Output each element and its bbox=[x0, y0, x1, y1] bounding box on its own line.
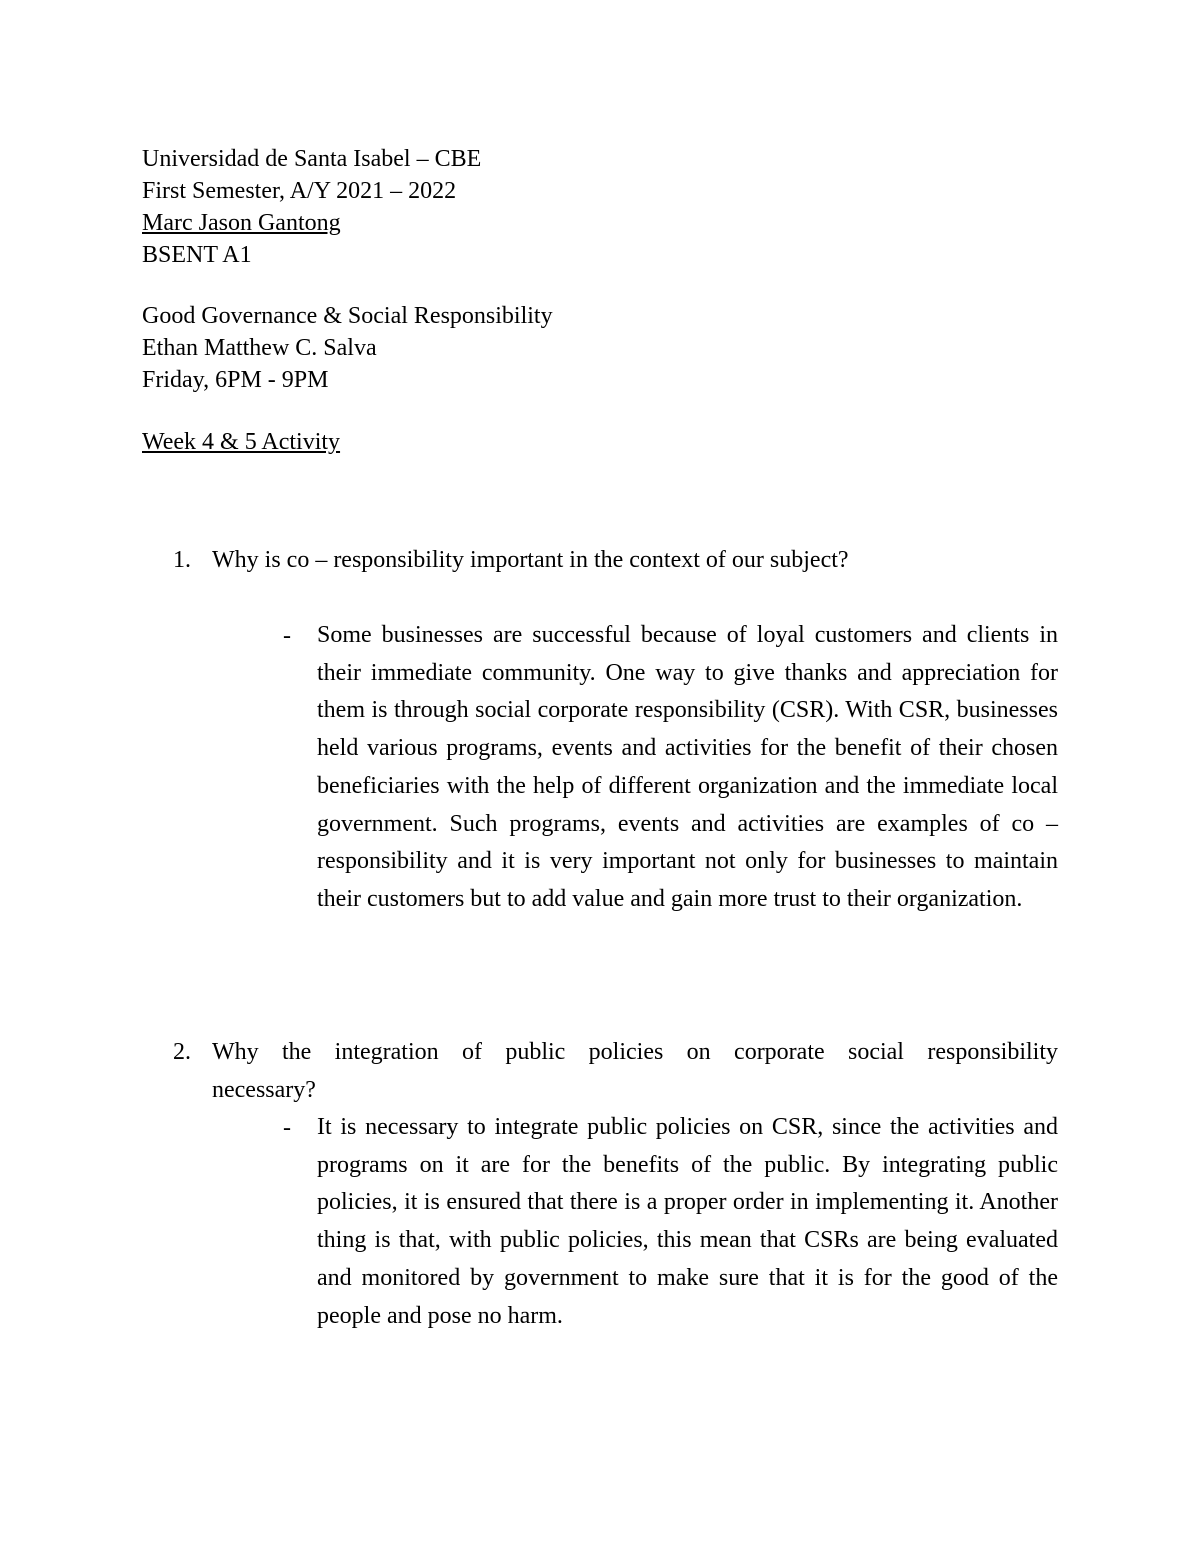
question-2-number: 2. bbox=[173, 1039, 191, 1065]
answer-1-bullet: - bbox=[283, 623, 291, 649]
question-1-number: 1. bbox=[173, 547, 191, 573]
answer-2-text: It is necessary to integrate public policies on CSR, since the activities and programs on it are for the benefits of the public. By integrating public policies, it is ensured that there is a proper order in implementing it. Another thing is that, with public policies, this mean that CSRs are being evaluated and monitored by government to make sure that it is for the good of the people and pose no harm. bbox=[317, 1114, 1058, 1329]
instructor-name: Ethan Matthew C. Salva bbox=[142, 335, 377, 361]
class-schedule: Friday, 6PM - 9PM bbox=[142, 367, 329, 393]
university-name: Universidad de Santa Isabel – CBE bbox=[142, 146, 482, 172]
course-subject: Good Governance & Social Responsibility bbox=[142, 303, 553, 329]
section: BSENT A1 bbox=[142, 242, 252, 268]
answer-2-bullet: - bbox=[283, 1115, 291, 1141]
activity-heading bbox=[142, 426, 340, 458]
semester: First Semester, A/Y 2021 – 2022 bbox=[142, 178, 457, 204]
course-info-block bbox=[142, 300, 553, 396]
activity-title: Week 4 & 5 Activity bbox=[142, 429, 341, 455]
question-2-text-line2: necessary? bbox=[212, 1077, 316, 1103]
student-name: Marc Jason Gantong bbox=[142, 210, 341, 236]
question-2-text-line1: Why the integration of public policies on corporate social responsibility bbox=[212, 1039, 1058, 1065]
answer-1-text: Some businesses are successful because of loyal customers and clients in their immediate community. One way to give thanks and appreciation for them is through social corporate responsibility (CSR). With CSR, businesses held various programs, events and activities for the benefit of their chosen beneficiaries with the help of different organization and the immediate local government. Such programs, events and activities are examples of co – responsibility and it is very important not only for businesses to maintain their customers but to add value and gain more trust to their organization. bbox=[317, 622, 1058, 912]
question-1-text: Why is co – responsibility important in the context of our subject? bbox=[212, 547, 849, 573]
student-info-block bbox=[142, 143, 481, 271]
